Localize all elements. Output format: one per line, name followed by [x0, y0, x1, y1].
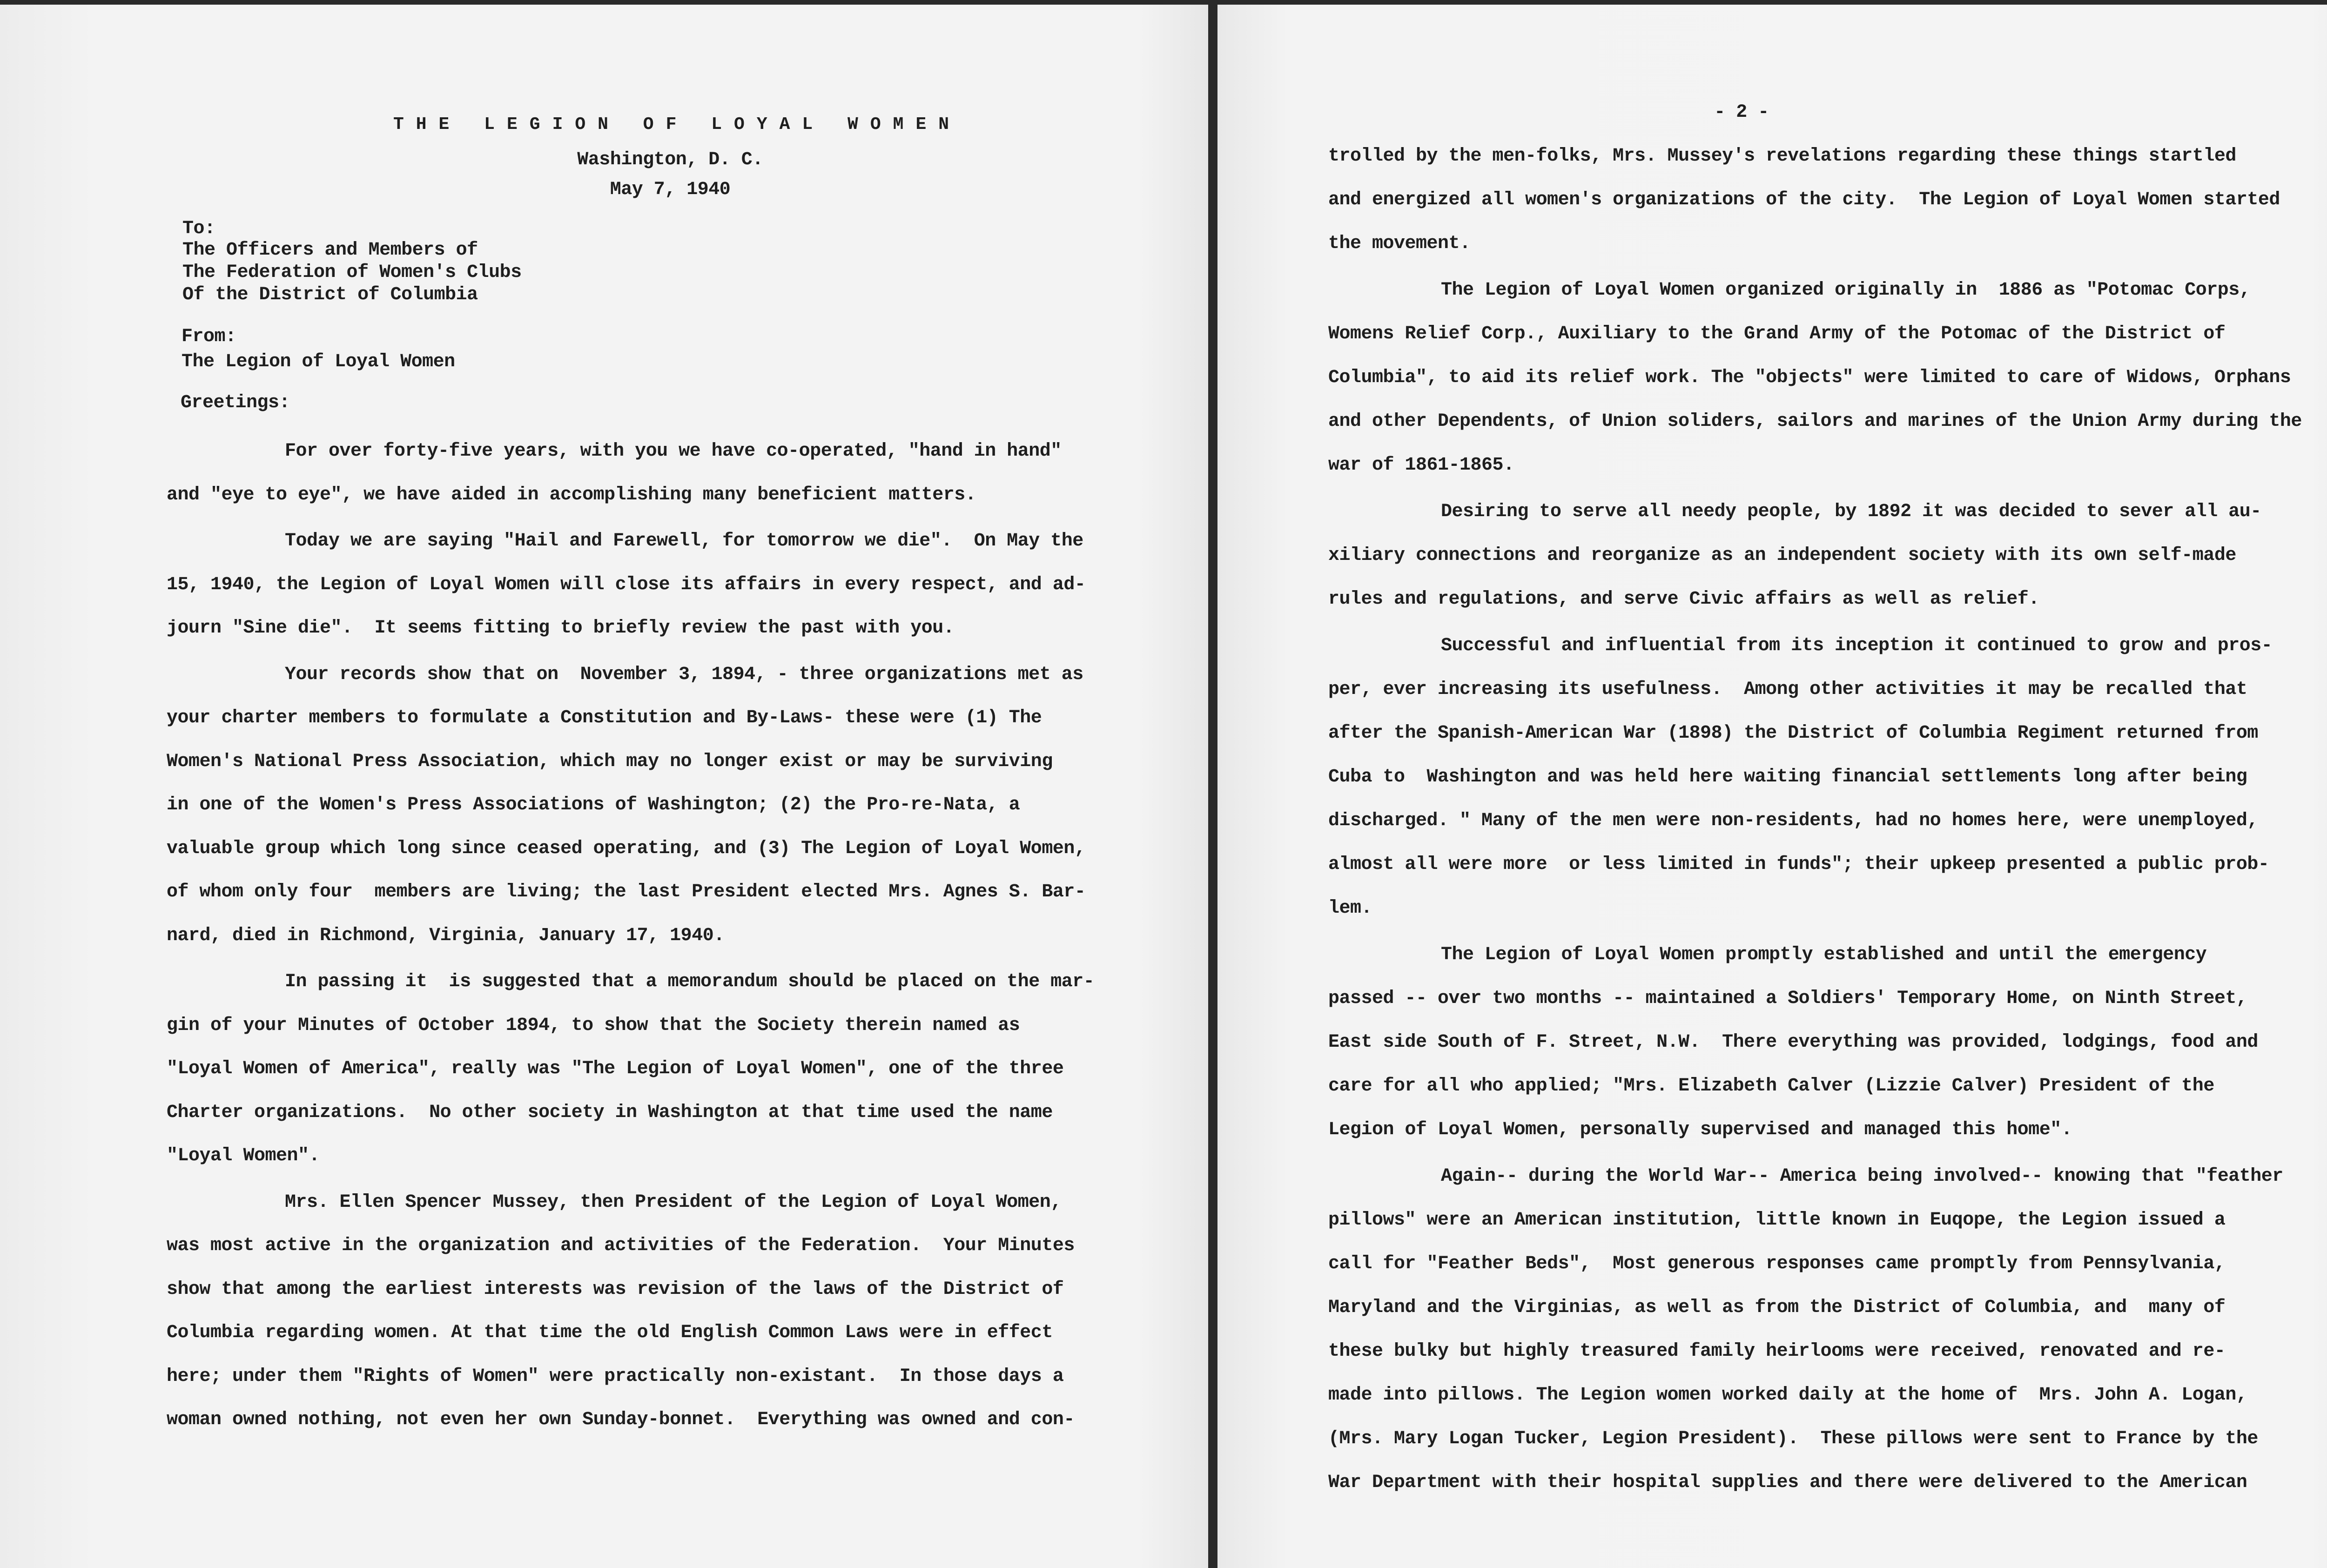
paragraph-line: In passing it is suggested that a memorandum should be placed on the mar-	[285, 971, 1095, 992]
page-number: - 2 -	[1714, 102, 1769, 123]
paragraph-line: The Legion of Loyal Women promptly established and until the emergency	[1441, 944, 2207, 965]
paragraph-line: xiliary connections and reorganize as an independent society with its own self-made	[1328, 545, 2236, 566]
paragraph-line: after the Spanish-American War (1898) the District of Columbia Regiment returned from	[1328, 723, 2258, 744]
paragraph-line: Again-- during the World War-- America being involved-- knowing that "feather	[1441, 1166, 2283, 1187]
paragraph-line: Womens Relief Corp., Auxiliary to the Grand Army of the Potomac of the District of	[1328, 323, 2226, 344]
paragraph-line: woman owned nothing, not even her own Sunday-bonnet. Everything was owned and con-	[167, 1409, 1075, 1430]
paragraph-line: of whom only four members are living; the last President elected Mrs. Agnes S. Bar-	[167, 882, 1086, 902]
paragraph-line: pillows" were an American institution, little known in Euqope, the Legion issued a	[1328, 1210, 2226, 1231]
paragraph-line: these bulky but highly treasured family heirlooms were received, renovated and re-	[1328, 1341, 2226, 1362]
paragraph-line: (Mrs. Mary Logan Tucker, Legion President). These pillows were sent to France by the	[1328, 1428, 2258, 1449]
paragraph-line: War Department with their hospital supplies and there were delivered to the American	[1328, 1472, 2247, 1493]
paragraph-line: Legion of Loyal Women, personally supervised and managed this home".	[1328, 1119, 2072, 1140]
letter-page-1	[0, 5, 1208, 1568]
paragraph-line: Today we are saying "Hail and Farewell, for tomorrow we die". On May the	[285, 531, 1083, 552]
paragraph-line: trolled by the men-folks, Mrs. Mussey's revelations regarding these things startled	[1328, 146, 2236, 167]
recipient-line: Of the District of Columbia	[182, 284, 478, 305]
paragraph-line: journ "Sine die". It seems fitting to briefly review the past with you.	[167, 618, 955, 639]
paragraph-line: show that among the earliest interests was revision of the laws of the District of	[167, 1279, 1064, 1300]
paragraph-line: Successful and influential from its inception it continued to grow and pros-	[1441, 635, 2273, 656]
paragraph-line: Charter organizations. No other society in Washington at that time used the name	[167, 1102, 1053, 1123]
paragraph-line: For over forty-five years, with you we have co-operated, "hand in hand"	[285, 441, 1062, 462]
paragraph-line: passed -- over two months -- maintained a Soldiers' Temporary Home, on Ninth Street,	[1328, 988, 2247, 1009]
paragraph-line: gin of your Minutes of October 1894, to show that the Society therein named as	[167, 1015, 1020, 1036]
paragraph-line: was most active in the organization and activities of the Federation. Your Minutes	[167, 1235, 1075, 1256]
paragraph-line: call for "Feather Beds", Most generous responses came promptly from Pennsylvania,	[1328, 1253, 2226, 1274]
paragraph-line: lem.	[1328, 898, 1372, 919]
paragraph-line: here; under them "Rights of Women" were practically non-existant. In those days a	[167, 1366, 1064, 1387]
paragraph-line: Desiring to serve all needy people, by 1892 it was decided to sever all au-	[1441, 501, 2261, 522]
paragraph-line: The Legion of Loyal Women organized originally in 1886 as "Potomac Corps,	[1441, 280, 2251, 301]
paragraph-line: almost all were more or less limited in funds"; their upkeep presented a public prob-	[1328, 854, 2269, 875]
letterhead-place: Washington, D. C.	[577, 149, 763, 170]
paragraph-line: and "eye to eye", we have aided in accomplishing many beneficient matters.	[167, 485, 976, 505]
paragraph-line: per, ever increasing its usefulness. Among other activities it may be recalled that	[1328, 679, 2247, 700]
recipient-line: The Federation of Women's Clubs	[182, 262, 522, 283]
sender-line: The Legion of Loyal Women	[182, 351, 455, 372]
paragraph-line: Your records show that on November 3, 1894, - three organizations met as	[285, 664, 1083, 685]
paragraph-line: East side South of F. Street, N.W. There everything was provided, lodgings, food and	[1328, 1032, 2258, 1053]
recipient-line: The Officers and Members of	[182, 240, 478, 261]
paragraph-line: and other Dependents, of Union soliders, sailors and marines of the Union Army during the	[1328, 411, 2302, 432]
paragraph-line: Maryland and the Virginias, as well as from the District of Columbia, and many of	[1328, 1297, 2226, 1318]
paragraph-line: care for all who applied; "Mrs. Elizabeth Calver (Lizzie Calver) President of the	[1328, 1076, 2214, 1097]
letter-date: May 7, 1940	[610, 179, 731, 200]
paragraph-line: war of 1861-1865.	[1328, 455, 1514, 476]
paragraph-line: made into pillows. The Legion women worked daily at the home of Mrs. John A. Logan,	[1328, 1385, 2247, 1406]
paragraph-line: your charter members to formulate a Constitution and By-Laws- these were (1) The	[167, 707, 1042, 728]
paragraph-line: "Loyal Women of America", really was "The Legion of Loyal Women", one of the three	[167, 1058, 1064, 1079]
paragraph-line: in one of the Women's Press Associations of Washington; (2) the Pro-re-Nata, a	[167, 794, 1020, 815]
paragraph-line: valuable group which long since ceased operating, and (3) The Legion of Loyal Women,	[167, 838, 1086, 859]
paragraph-line: "Loyal Women".	[167, 1145, 320, 1166]
letterhead-title: THE LEGION OF LOYAL WOMEN	[393, 114, 962, 135]
paragraph-line: Women's National Press Association, which may no longer exist or may be surviving	[167, 751, 1053, 772]
paragraph-line: discharged. " Many of the men were non-residents, had no homes here, were unemployed,	[1328, 810, 2258, 831]
letter-page-2	[1217, 5, 2327, 1568]
paragraph-line: Columbia", to aid its relief work. The "objects" were limited to care of Widows, Orphans	[1328, 367, 2291, 388]
paragraph-line: the movement.	[1328, 233, 1471, 254]
paragraph-line: 15, 1940, the Legion of Loyal Women will close its affairs in every respect, and ad-	[167, 574, 1086, 595]
greeting: Greetings:	[181, 392, 290, 413]
to-label: To:	[182, 218, 215, 239]
paragraph-line: rules and regulations, and serve Civic affairs as well as relief.	[1328, 589, 2039, 610]
paragraph-line: nard, died in Richmond, Virginia, January 17, 1940.	[167, 925, 725, 946]
paragraph-line: Columbia regarding women. At that time the old English Common Laws were in effect	[167, 1322, 1053, 1343]
from-label: From:	[182, 326, 236, 347]
paragraph-line: Mrs. Ellen Spencer Mussey, then President of the Legion of Loyal Women,	[285, 1192, 1062, 1213]
paragraph-line: and energized all women's organizations of the city. The Legion of Loyal Women started	[1328, 189, 2280, 210]
paragraph-line: Cuba to Washington and was held here waiting financial settlements long after being	[1328, 767, 2247, 787]
